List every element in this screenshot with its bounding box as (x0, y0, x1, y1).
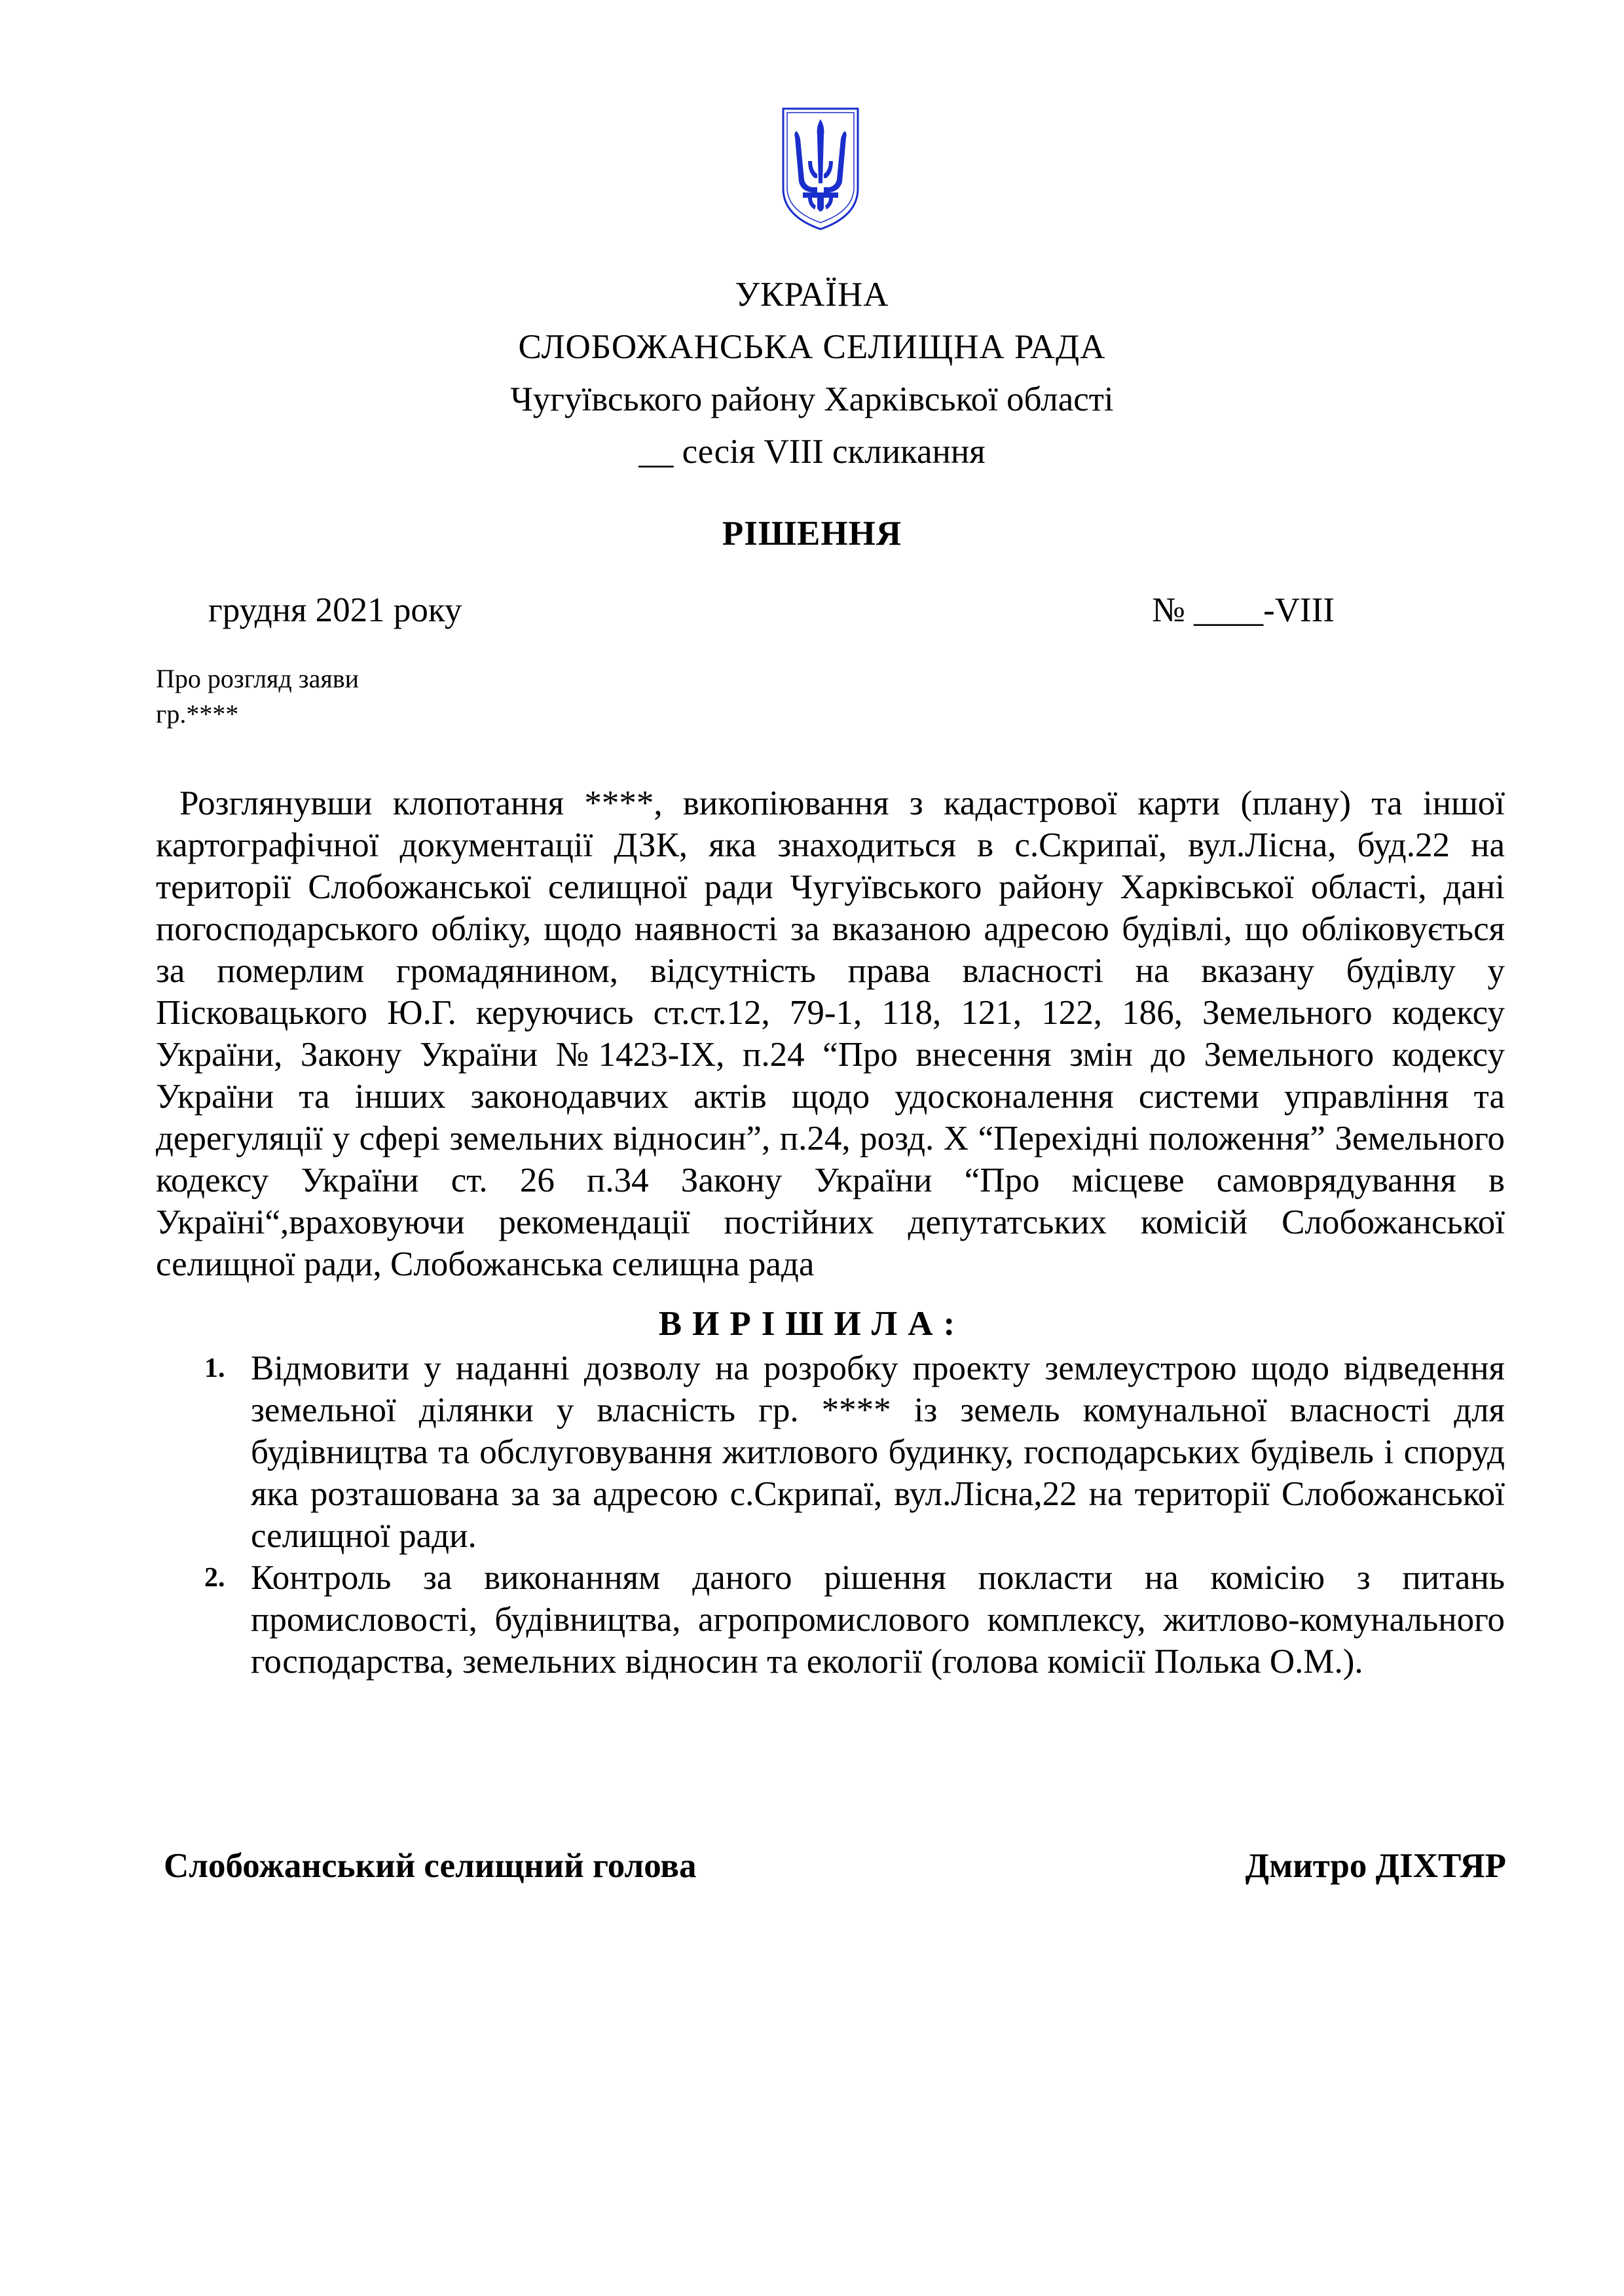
trident-coat-of-arms-icon (779, 105, 862, 233)
date-number-row (208, 591, 1335, 636)
signatory-name: Дмитро ДІХТЯР (1245, 1847, 1506, 1885)
decision-date: грудня 2021 року (208, 591, 462, 629)
signature-block (164, 1846, 1506, 1892)
decision-title: РІШЕННЯ (722, 515, 902, 553)
decision-number: № ____-VIII (1152, 591, 1335, 629)
item-number: 2. (204, 1563, 225, 1593)
resolved-heading: ВИРІШИЛА: (658, 1305, 966, 1343)
item-number: 1. (204, 1353, 225, 1383)
subject-line-1: Про розгляд заяви (156, 664, 360, 693)
subject-line-2: гр.**** (156, 699, 239, 729)
signatory-role: Слобожанський селищний голова (164, 1847, 697, 1885)
resolution-item (156, 1557, 1505, 1683)
resolution-item (156, 1347, 1505, 1557)
session-line: __ сесія VIII скликання (638, 433, 986, 471)
resolution-items (156, 1347, 1505, 1683)
council-name: СЛОБОЖАНСЬКА СЕЛИЩНА РАДА (518, 328, 1106, 366)
country-name: УКРАЇНА (735, 276, 889, 314)
decision-subject (156, 661, 359, 732)
document-header (0, 268, 1624, 478)
item-text: Контроль за виконанням даного рішення покласти на комісію з питань промисловості, будівництва, агропромислового комплексу, житлово-комунального господарства, земельних відносин та екології (голова комісії Полька О.М.). (251, 1559, 1505, 1681)
item-text: Відмовити у наданні дозволу на розробку проекту землеустрою щодо відведення земельної ділянки у власність гр. **** із земель комунальної власності для будівництва та обслуговування житлового будинку, господарських будівель і споруд яка розташована за за адресою с.Скрипаї, вул.Лісна,22 на території Слобожанської селищної ради. (251, 1349, 1505, 1555)
district-name: Чугуївського району Харківської області (510, 380, 1114, 418)
preamble-paragraph: Розглянувши клопотання ****, викопіювання з кадастрової карти (плану) та іншої картографічної документації ДЗК, яка знаходиться в с.Скрипаї, вул.Лісна, буд.22 на території Слобожанської селищної ради Чугуївського району Харківської області, дані погосподарського обліку, щодо наявності за вказаною адресою будівлі, що обліковується за померлим громадянином, відсутність права власності на вказану будівлу у Пісковацького Ю.Г. керуючись ст.ст.12, 79-1, 118, 121, 122, 186, Земельного кодексу України, Закону України №1423-IX, п.24 “Про внесення змін до Земельного кодексу України та інших законодавчих актів щодо удосконалення системи управління та дерегуляції у сфері земельних відносин”, п.24, розд. Х “Перехідні положення” Земельного кодексу України ст. 26 п.34 Закону України “Про місцеве самоврядування в Україні“,враховуючи рекомендації постійних депутатських комісій Слобожанської селищної ради, Слобожанська селищна рада (156, 784, 1505, 1283)
